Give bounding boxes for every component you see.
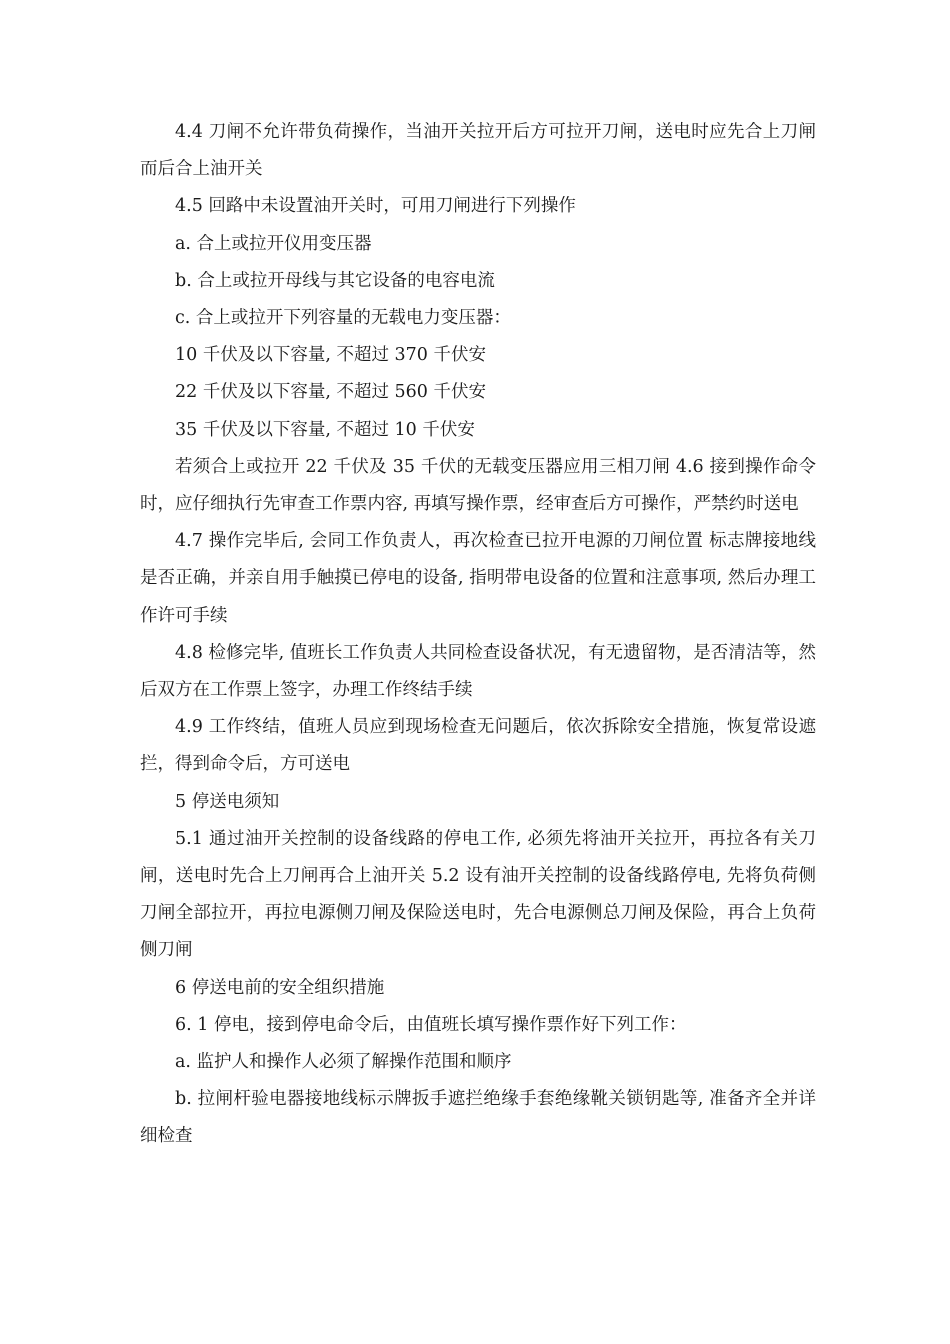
document-body (140, 114, 816, 1156)
paragraph-4-9: 4.9 工作终结，值班人员应到现场检查无问题后，依次拆除安全措施，恢复常设遮拦，得到命令后，方可送电 (140, 717, 816, 775)
capacity-35kv: 35 千伏及以下容量, 不超过 10 千伏安 (175, 419, 475, 440)
paragraph-4-6: 若须合上或拉开 22 千伏及 35 千伏的无载变压器应用三相刀闸 4.6 接到操作命令时，应仔细执行先审查工作票内容, 再填写操作票，经审查后方可操作，严禁约时送电 (140, 456, 816, 515)
capacity-22kv: 22 千伏及以下容量, 不超过 560 千伏安 (175, 382, 486, 403)
list-item-a: a. 合上或拉开仪用变压器 (175, 233, 372, 254)
list-item-b-2: b. 拉闸杆验电器接地线标示牌扳手遮拦绝缘手套绝缘靴关锁钥匙等, 准备齐全并详细检查 (140, 1089, 816, 1147)
list-item-c: c. 合上或拉开下列容量的无载电力变压器： (175, 308, 511, 329)
paragraph-4-8: 4.8 检修完毕, 值班长工作负责人共同检查设备状况，有无遗留物，是否清洁等，然后双方在工作票上签字，办理工作终结手续 (140, 642, 816, 701)
list-item-a-2: a. 监护人和操作人必须了解操作范围和顺序 (175, 1052, 512, 1073)
list-item-b: b. 合上或拉开母线与其它设备的电容电流 (175, 270, 495, 291)
paragraph-4-7: 4.7 操作完毕后, 会同工作负责人，再次检查已拉开电源的刀闸位置 标志牌接地线是否正确，并亲自用手触摸已停电的设备, 指明带电设备的位置和注意事项, 然后办理工作许可手续 (140, 531, 816, 626)
paragraph-5-1: 5.1 通过油开关控制的设备线路的停电工作, 必须先将油开关拉开，再拉各有关刀闸，送电时先合上刀闸再合上油开关 5.2 设有油开关控制的设备线路停电, 先将负荷侧刀闸全部拉开，再拉电源侧刀闸及保险送电时，先合电源侧总刀闸及保险，再合上负荷侧刀闸 (140, 828, 816, 961)
section-heading-5: 5 停送电须知 (175, 791, 280, 812)
paragraph-6-1: 6. 1 停电，接到停电命令后，由值班长填写操作票作好下列工作： (175, 1014, 687, 1035)
section-heading-6: 6 停送电前的安全组织措施 (175, 977, 385, 998)
paragraph-4-4: 4.4 刀闸不允许带负荷操作，当油开关拉开后方可拉开刀闸，送电时应先合上刀闸而后合上油开关 (140, 122, 816, 180)
capacity-10kv: 10 千伏及以下容量, 不超过 370 千伏安 (175, 345, 486, 366)
paragraph-4-5: 4.5 回路中未设置油开关时，可用刀闸进行下列操作 (175, 196, 576, 217)
